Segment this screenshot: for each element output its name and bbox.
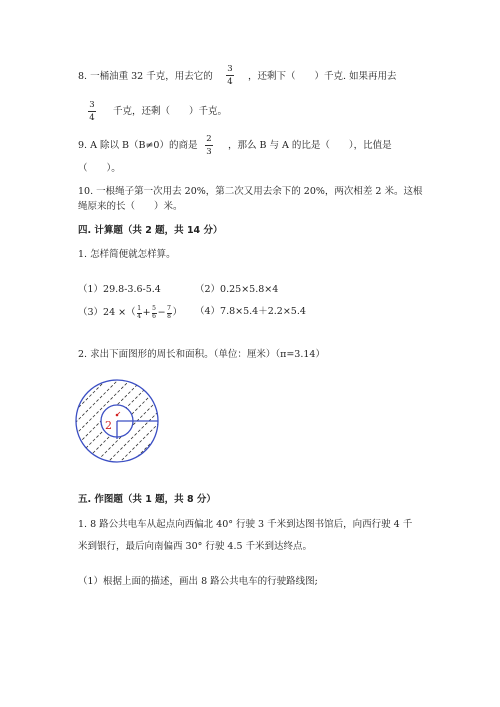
calc-item-2: （2）0.25×5.8×4 — [195, 284, 279, 295]
q9-line2-text: （ ）。 — [78, 163, 121, 174]
calc-item-3-op2: − — [157, 307, 166, 318]
section-4-title: 四. 计算题（共 2 题，共 14 分） — [78, 225, 223, 236]
q8-fraction-1 — [226, 64, 234, 87]
fraction-denominator: 4 — [89, 113, 95, 123]
q8-line1-text-b: ，还剩下（ ）千克. 如果再用去 — [248, 71, 397, 82]
calc-item-4: （4）7.8×5.4＋2.2×5.4 — [195, 306, 306, 317]
fraction-numerator: 2 — [206, 134, 212, 144]
annulus-figure — [74, 378, 160, 464]
q8-line2-text: 千克，还剩（ ）千克。 — [113, 106, 228, 117]
section-4-q1-prompt: 1. 怎样简便就怎样算。 — [78, 249, 176, 260]
q9-line1-text-a: 9. A 除以 B（B≠0）的商是 — [78, 140, 198, 151]
section-5-q1-line1: 1. 8 路公共电车从起点向西偏北 40° 行驶 3 千米到达图书馆后，向西行驶 4 千 — [78, 519, 413, 530]
q10-line2-text: 绳原来的长（ ）米。 — [78, 201, 183, 212]
fraction-denominator: 4 — [137, 313, 142, 320]
fraction-bar — [88, 111, 96, 112]
calc-item-3-op1: + — [142, 307, 151, 318]
figure-radius-label: 2 — [105, 419, 112, 432]
q9-fraction — [205, 134, 213, 157]
fraction-denominator: 8 — [167, 313, 171, 320]
section-5-title: 五. 作图题（共 1 题，共 8 分） — [78, 494, 216, 505]
section-5-q1-line2: 米到银行，最后向南偏西 30° 行驶 4.5 千米到达终点。 — [78, 541, 313, 552]
fraction-denominator: 6 — [152, 313, 156, 320]
fraction-denominator: 4 — [227, 77, 233, 87]
fraction-numerator: 5 — [152, 305, 156, 312]
q10-line1-text: 10. 一根绳子第一次用去 20%，第二次又用去余下的 20%，两次相差 2 米。这根 — [78, 186, 423, 197]
fraction-numerator: 3 — [227, 64, 233, 74]
fraction-bar — [226, 75, 234, 76]
calc-item-3 — [78, 306, 182, 320]
q9-line1-text-b: ，那么 B 与 A 的比是（ ），比值是 — [228, 140, 392, 151]
calc-item-3-suffix: ） — [172, 307, 183, 318]
q8-fraction-2 — [88, 100, 96, 123]
calc-item-3-fraction-2 — [152, 306, 157, 320]
section-4-q2-prompt: 2. 求出下面图形的周长和面积。（单位：厘米）（π=3.14） — [78, 349, 325, 360]
calc-item-3-prefix: （3）24 ×（ — [78, 307, 136, 318]
fraction-bar — [205, 145, 213, 146]
calc-item-3-fraction-3 — [167, 306, 172, 320]
fraction-numerator: 3 — [89, 100, 95, 110]
fraction-denominator: 3 — [206, 147, 212, 157]
q8-line1-text-a: 8. 一桶油重 32 千克，用去它的 — [78, 71, 213, 82]
section-5-q1-sub1: （1）根据上面的描述，画出 8 路公共电车的行驶路线图; — [78, 576, 318, 587]
calc-item-1: （1）29.8-3.6-5.4 — [78, 284, 161, 295]
fraction-numerator: 7 — [167, 305, 171, 312]
fraction-numerator: 1 — [137, 305, 142, 312]
calc-item-3-fraction-1 — [137, 306, 142, 320]
